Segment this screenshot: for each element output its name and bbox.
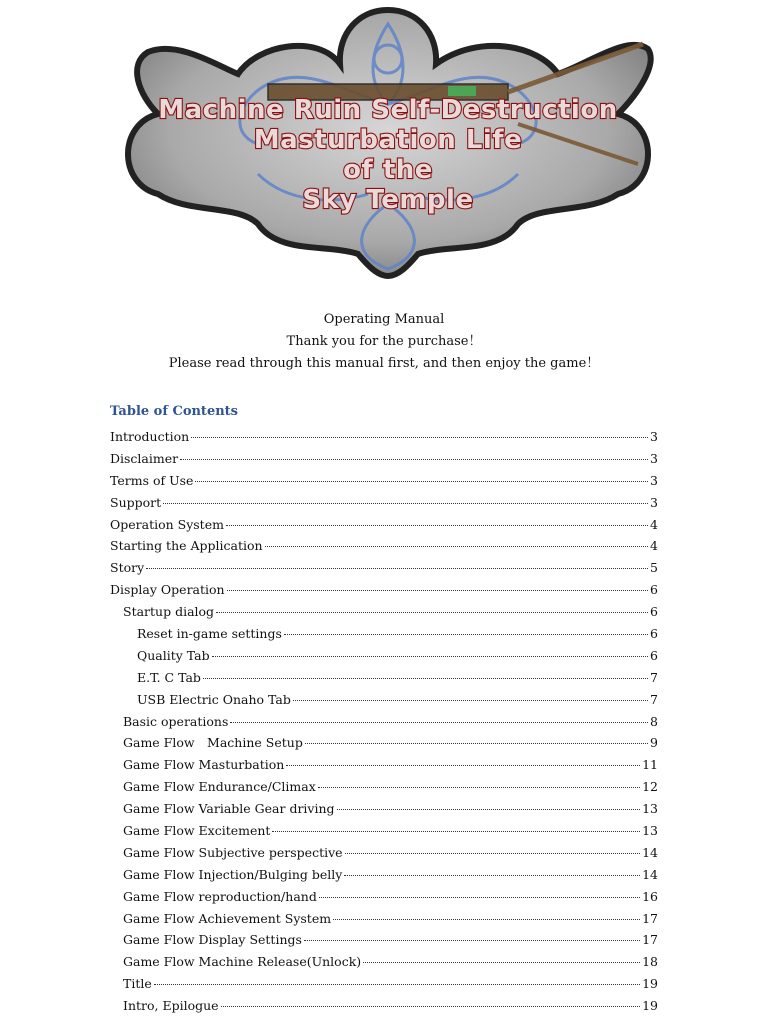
toc-entry-page: 8 [650,713,658,729]
toc-dot-leader [230,722,648,723]
toc-entry-title[interactable]: Game Flow Excitement [123,823,271,839]
toc-entry[interactable] [110,448,658,470]
toc-entry[interactable] [110,645,658,667]
toc-entry-title[interactable]: Game Flow Machine Release(Unlock) [123,954,362,970]
toc-entry-title[interactable]: Startup dialog [123,604,215,620]
toc-dot-leader [212,656,648,657]
toc-dot-leader [344,875,640,876]
toc-entry-page: 3 [650,494,658,510]
toc-entry[interactable] [110,426,658,448]
logo-line-2: Masturbation Life [253,125,523,155]
toc-entry[interactable] [110,995,658,1017]
toc-entry-title[interactable]: Game Flow Achievement System [123,910,332,926]
toc-dot-leader [318,787,640,788]
toc-entry-title[interactable]: Display Operation [110,582,225,598]
toc-entry-title[interactable]: Game Flow Injection/Bulging belly [123,866,343,882]
toc-entry[interactable] [110,732,658,754]
toc-entry[interactable] [110,579,658,601]
toc-dot-leader [191,437,648,438]
toc-entry-title[interactable]: Game Flow Masturbation [123,757,285,773]
toc-entry[interactable] [110,711,658,733]
toc-entry-page: 18 [642,954,658,970]
toc-entry-title[interactable]: E.T. C Tab [137,669,201,685]
toc-entry-page: 6 [650,647,658,663]
toc-entry[interactable] [110,951,658,973]
toc-dot-leader [333,919,640,920]
toc-dot-leader [195,481,648,482]
toc-entry-page: 7 [650,691,658,707]
toc-entry[interactable] [110,514,658,536]
toc-entry-title[interactable]: Basic operations [123,713,229,729]
toc-entry-title[interactable]: Terms of Use [110,472,194,488]
toc-dot-leader [363,962,640,963]
toc-entry-page: 13 [642,801,658,817]
toc-dot-leader [293,700,648,701]
toc-entry-title[interactable]: Story [110,560,145,576]
toc-entry[interactable] [110,908,658,930]
toc-entry-page: 19 [642,976,658,992]
toc-entry-page: 4 [650,516,658,532]
toc-entry[interactable] [110,929,658,951]
toc-entry-page: 3 [650,450,658,466]
toc-dot-leader [345,853,641,854]
toc-heading: Table of Contents [110,404,238,419]
toc-entry[interactable] [110,667,658,689]
toc-entry-page: 5 [650,560,658,576]
toc-entry[interactable] [110,557,658,579]
toc-entry[interactable] [110,798,658,820]
toc-entry-title[interactable]: USB Electric Onaho Tab [137,691,291,707]
toc-entry-page: 4 [650,538,658,554]
toc-entry[interactable] [110,623,658,645]
toc-entry-page: 17 [642,932,658,948]
intro-block [0,309,768,375]
toc-entry-page: 19 [642,998,658,1014]
toc-entry[interactable] [110,973,658,995]
toc-entry[interactable] [110,535,658,557]
toc-entry[interactable] [110,601,658,623]
toc-entry-title[interactable]: Support [110,494,162,510]
toc-entry-title[interactable]: Intro, Epilogue [123,998,219,1014]
toc-entry[interactable] [110,754,658,776]
toc-entry-title[interactable]: Game Flow Display Settings [123,932,302,948]
toc-entry-title[interactable]: Disclaimer [110,450,179,466]
toc-entry-title[interactable]: Game Flow reproduction/hand [123,888,317,904]
toc-entry-title[interactable]: Game Flow Endurance/Climax [123,779,316,795]
toc-entry-title[interactable]: Starting the Application [110,538,263,554]
toc-entry-page: 16 [642,888,658,904]
toc-entry[interactable] [110,689,658,711]
toc-entry[interactable] [110,776,658,798]
toc-entry-page: 11 [642,757,658,773]
toc-entry-page: 14 [642,844,658,860]
toc-entry-title[interactable]: Game Flow Machine Setup [123,735,303,751]
toc-entry[interactable] [110,842,658,864]
logo-line-1: Machine Ruin Self-Destruction [158,95,618,125]
logo-line-4: Sky Temple [302,185,474,215]
toc-entry[interactable] [110,820,658,842]
toc-dot-leader [180,459,648,460]
toc-dot-leader [304,940,640,941]
toc-entry[interactable] [110,492,658,514]
toc-entry-page: 13 [642,823,658,839]
toc-entry-page: 7 [650,669,658,685]
toc-dot-leader [216,612,648,613]
toc-dot-leader [305,743,648,744]
toc-entry-page: 3 [650,429,658,444]
toc-entry-page: 6 [650,582,658,598]
logo-line-3: of the [343,155,433,185]
toc-entry-page: 12 [642,779,658,795]
toc-entry-title[interactable]: Quality Tab [137,647,210,663]
toc-entry-title[interactable]: Game Flow Variable Gear driving [123,801,335,817]
toc-dot-leader [163,503,648,504]
read-manual-line: Please read through this manual first, and then enjoy the game！ [168,356,600,371]
toc-entry-page: 6 [650,604,658,620]
toc-entry-page: 14 [642,866,658,882]
toc-entry-page: 3 [650,472,658,488]
toc-dot-leader [284,634,648,635]
toc-entry[interactable] [110,470,658,492]
toc-entry-title[interactable]: Title [123,976,152,992]
thank-you-line: Thank you for the purchase！ [286,334,482,349]
logo-emblem [118,4,658,280]
toc-dot-leader [146,568,648,569]
toc-entry-title[interactable]: Introduction [110,429,190,444]
toc-dot-leader [319,897,640,898]
toc-dot-leader [265,546,648,547]
toc-entry-page: 9 [650,735,658,751]
toc-dot-leader [154,984,640,985]
toc-dot-leader [286,765,640,766]
toc-entry[interactable] [110,886,658,908]
game-logo [118,4,658,280]
toc-entry-page: 6 [650,626,658,642]
manual-title: Operating Manual [323,312,445,327]
table-of-contents [110,426,658,1017]
toc-dot-leader [221,1006,641,1007]
toc-entry-title[interactable]: Game Flow Subjective perspective [123,844,343,860]
toc-entry-title[interactable]: Operation System [110,516,224,532]
toc-dot-leader [203,678,648,679]
toc-entry-title[interactable]: Reset in-game settings [137,626,282,642]
toc-dot-leader [337,809,641,810]
toc-dot-leader [272,831,640,832]
toc-dot-leader [226,525,648,526]
toc-entry-page: 17 [642,910,658,926]
toc-entry[interactable] [110,864,658,886]
toc-dot-leader [227,590,648,591]
